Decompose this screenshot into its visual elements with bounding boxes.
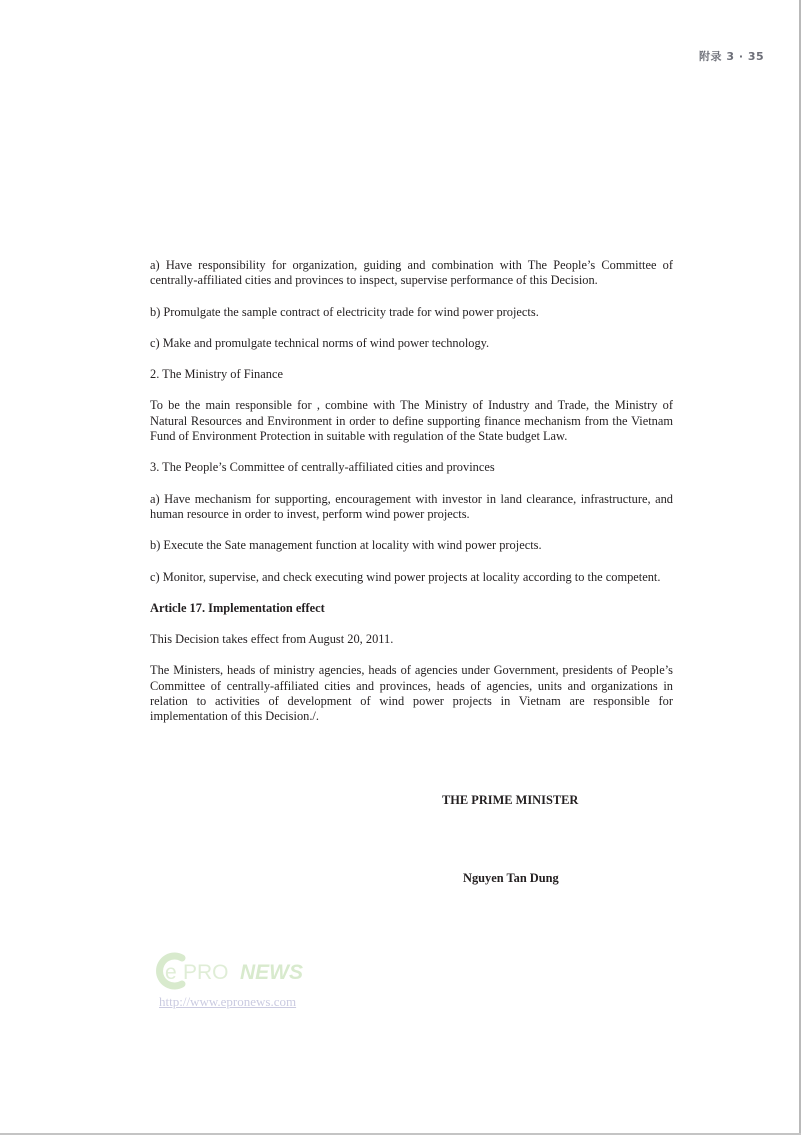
epronews-watermark: [152, 952, 322, 1012]
heading-peoples-committee: 3. The People’s Committee of centrally-affiliated cities and provinces: [150, 460, 495, 475]
document-body: [150, 258, 673, 741]
paragraph-1c: c) Make and promulgate technical norms of wind power technology.: [150, 335, 490, 350]
page-number: 附录 3 · 35: [699, 50, 765, 63]
paragraph-3b: b) Execute the Sate management function at locality with wind power projects.: [150, 538, 542, 553]
paragraph-1a: a) Have responsibility for organization, guiding and combination with The People’s Committee of centrally-affiliated cities and provinces to inspect, supervise performance of this Decision.: [150, 258, 673, 288]
paragraph-finance: To be the main responsible for , combine with The Ministry of Industry and Trade, the Ministry of Natural Resources and Environment in order to define supporting finance mechanism from the Vietnam Fund of Environment Protection in suitable with regulation of the State budget Law.: [150, 398, 673, 444]
paragraph-1b: b) Promulgate the sample contract of electricity trade for wind power projects.: [150, 304, 539, 319]
paragraph-3c: c) Monitor, supervise, and check executing wind power projects at locality according to the competent.: [150, 569, 661, 584]
paragraph-responsibility: The Ministers, heads of ministry agencies, heads of agencies under Government, presidents of People’s Committee of centrally-affiliated cities and provinces, heads of agencies, units and organizations in relation to activities of development of wind power projects in Vietnam are responsible for implementation of this Decision./.: [150, 663, 673, 724]
epronews-logo: [152, 952, 322, 992]
watermark-url[interactable]: http://www.epronews.com: [159, 994, 297, 1009]
paragraph-effective-date: This Decision takes effect from August 20, 2011.: [150, 632, 394, 647]
heading-ministry-of-finance: 2. The Ministry of Finance: [150, 367, 283, 382]
logo-e-mark: e: [165, 961, 177, 984]
article-17-heading: Article 17. Implementation effect: [150, 600, 325, 615]
signature-name: Nguyen Tan Dung: [463, 871, 559, 885]
paragraph-3a: a) Have mechanism for supporting, encouragement with investor in land clearance, infrastructure, and human resource in order to invest, perform wind power projects.: [150, 491, 673, 521]
signature-title: THE PRIME MINISTER: [442, 793, 579, 807]
logo-news-text: NEWS: [240, 961, 303, 984]
logo-pro-text: PRO: [183, 961, 229, 984]
